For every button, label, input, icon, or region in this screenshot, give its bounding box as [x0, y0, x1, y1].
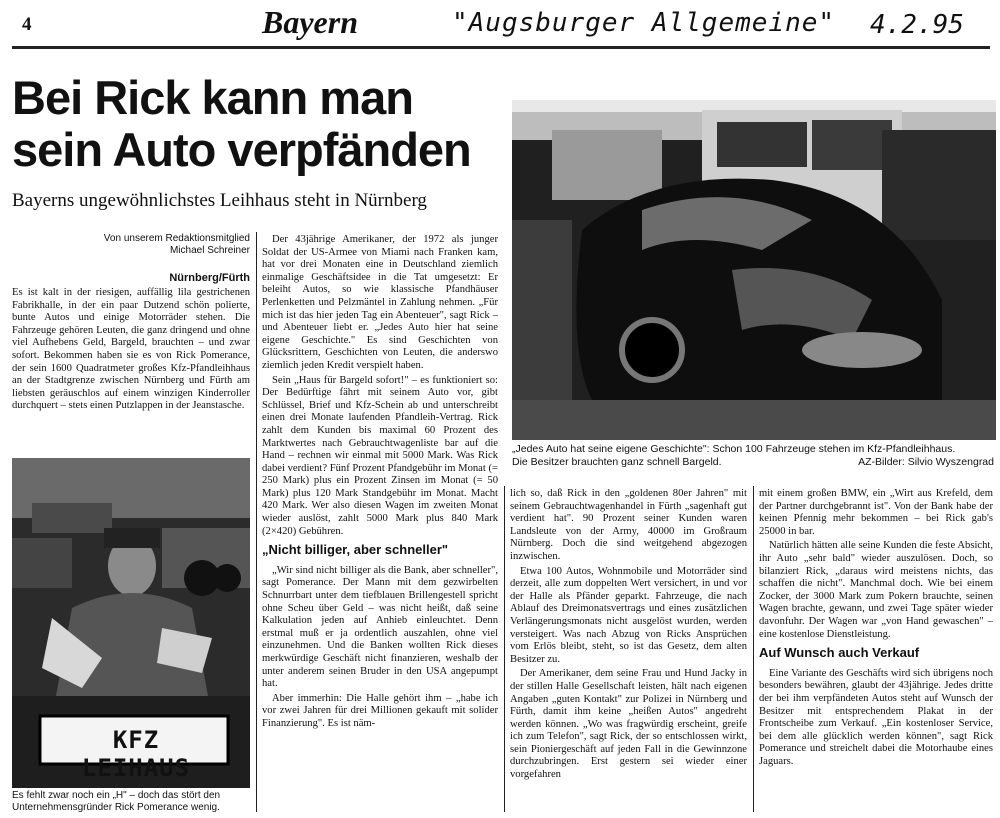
- paragraph: Der Amerikaner, dem seine Frau und Hund Jacky in der stillen Halle Gesellschaft leisten, hält nach eigenen Angaben „guten Kontakt" zur Polizei in Nürnberg und Fürth, damit ihm keine „heißen Autos" angedreht werden können. „Wo was fragwürdig erscheint, greife ich zum Telefon", sagt Rick, der so entschlossen wirkt, sein Pioniergeschäft auf jeden Fall in die Gewinnzone durchzubringen. Erst gestern sei wieder einer vorgefahren: [510, 668, 747, 781]
- handwritten-source: "Augsburger Allgemeine": [452, 8, 836, 38]
- column-divider: [256, 232, 257, 812]
- paragraph: Es ist kalt in der riesigen, auffällig lila gestrichenen Fabrikhalle, in der ein paar Dutzend schön polierte, bunte Autos und einige Motorräder stehen. Die Fahrzeuge gehören Leuten, die ganz dringend und ohne viel Aufhebens Geld, Bargeld, brauchten – und zwar sofort. Bekommen haben sie es von Rick Pomerance, der sein 1600 Quadratmeter großes Kfz-Pfandleihhaus an der Stadtgrenze zwischen Nürnberg und Fürth am liebsten geräuschlos auf einem winzigen Kinderroller durchquert – stets einen Putzlappen in der Jeanstasche.: [12, 287, 250, 412]
- paragraph: Sein „Haus für Bargeld sofort!" – es funktioniert so: Der Bedürftige fährt mit seinem Auto vor, gibt Schlüssel, Brief und Kfz-Schein ab und unterschreibt einen drei Monate laufenden Pfandleih-Vertrag. Rick zahlt dem Kunden bis maximal 60 Prozent des Marktwertes nach Gebrauchtwagenliste bar auf die Hand – rechnen wir einmal mit 5000 Mark. Was Rick dabei verdient? Fünf Prozent Pfandgebühr im Monat (= 250 Mark) plus ein Prozent Zinsen im Monat (= 50 Mark) plus 120 Mark Standgebühr im Monat. Macht 420 Mark. Wer also diesen Wagen im zweiten Monat wieder auslöst, zahlt 5000 Mark plus 840 Mark (2×420) Gebühren.: [262, 374, 498, 537]
- byline-line-1: Von unserem Redaktionsmitglied: [103, 233, 250, 244]
- column-divider: [753, 486, 754, 812]
- handwritten-date: 4.2.95: [870, 10, 964, 40]
- photo-rick-pomerance: [12, 458, 250, 788]
- subheadline: Bayerns ungewöhnlichstes Leihhaus steht in Nürnberg: [12, 190, 427, 211]
- paragraph: Etwa 100 Autos, Wohnmobile und Motorräder sind derzeit, alle zum doppelten Wert versichert, in und vor der Halle als Pfänder geparkt. Fahrzeuge, die nach Ablauf des Dreimonatsvertrags und eines zusätzlichen Verlängerungsmonats nicht ausgelöst wurden, werden versteigert. Was nach Abzug von Ricks Ansprüchen vom Erlös bleibt, steht, so ist das Gesetz, dem alten Besitzer zu.: [510, 565, 747, 665]
- paragraph: Natürlich hätten alle seine Kunden die feste Absicht, ihr Auto „sehr bald" wieder auszulösen. Doch, so bilanziert Rick, „daraus wird meistens nichts, das schaffen die nicht". Manchmal doch. Wie bei einem Zocker, der 3000 Mark zum Pokern brauchte, seinen Wagen brachte, gewann, und zwei Tage später wieder davonfuhr. Der Wagen war „von Hand gewaschen" – eine kostenlose Dienstleistung.: [759, 540, 993, 640]
- photo-illustration: [512, 100, 996, 440]
- article-column-2: [262, 234, 498, 814]
- license-plate-sign: KFZ LEIHAUS: [81, 726, 191, 782]
- paragraph: lich so, daß Rick in den „goldenen 80er Jahren" mit seinem Gebrauchtwagenhandel in Fürth „sagenhaft gut verdient hat". 90 Prozent seiner Kunden waren Landsleute von der Army, 40000 im Großraum Nürnberg. Doch die sind weitgehend abgezogen inzwischen.: [510, 488, 747, 562]
- page-number: 4: [22, 14, 32, 35]
- caption-line-2: Die Besitzer brauchten ganz schnell Bargeld.: [512, 455, 722, 468]
- subheading-auf-wunsch: Auf Wunsch auch Verkauf: [759, 645, 920, 661]
- article-column-3: [510, 488, 747, 814]
- headline-line-2: sein Auto verpfänden: [12, 123, 471, 176]
- headline-line-1: Bei Rick kann man: [12, 71, 413, 124]
- paragraph: Eine Variante des Geschäfts wird sich übrigens noch besonders bewähren, glaubt der 43jährige. Jedes dritte der bei ihm verpfändeten Autos steht auf Wunsch der Besitzer mit entsprechendem Plakat in der Frontscheibe zum Verkauf. „Ein kostenloser Service, bei dem alle glücklich werden können", sagt Rick Pomerance und streichelt dabei die Motorhaube eines Jaguars.: [759, 667, 993, 767]
- photo-left-caption: Es fehlt zwar noch ein „H" – doch das stört den Unternehmensgründer Rick Pomerance wenig.: [12, 790, 221, 813]
- photo-credit: AZ-Bilder: Silvio Wyszengrad: [858, 455, 994, 468]
- article-column-4: [759, 488, 993, 814]
- byline-author: Michael Schreiner: [169, 245, 250, 256]
- subheading-nicht-billiger: „Nicht billiger, aber schneller": [262, 542, 449, 558]
- paragraph: Aber immerhin: Die Halle gehört ihm – „habe ich vor zwei Jahren für drei Millionen gekauft mit solider Finanzierung". Es ist näm-: [262, 692, 498, 729]
- header-rule: [12, 46, 990, 49]
- paragraph: mit einem großen BMW, ein „Wirt aus Krefeld, dem der Partner durchgebrannt ist". Von der Bank habe der keinen Pfennig mehr bekommen – bei Rick gab's 25000 in bar.: [759, 488, 993, 537]
- headline: [12, 72, 512, 176]
- photo-right-caption: [512, 443, 994, 468]
- byline: [12, 233, 250, 257]
- caption-line-1: „Jedes Auto hat seine eigene Geschichte": Schon 100 Fahrzeuge stehen im Kfz-Pfandleihhaus.: [512, 443, 956, 455]
- dateline: Nürnberg/Fürth: [169, 272, 250, 284]
- article-column-1: [12, 287, 250, 445]
- section-title: Bayern: [262, 4, 358, 40]
- column-divider: [504, 486, 505, 812]
- photo-car-hall: [512, 100, 996, 440]
- caption-row: [512, 456, 994, 469]
- paragraph: Der 43jährige Amerikaner, der 1972 als junger Soldat der US-Armee von Miami nach Franken kam, hat vor drei Monaten eine in Deutschland ziemlich einmalige Geschäftsidee in die Tat umgesetzt: Er beleiht Autos, so wie klassische Pfandhäuser Perlenketten und Pelzmäntel in Zahlung nehmen. „Für mich ist das hier jeden Tag ein Abenteuer", sagt Rick – und Abenteuer liebt er. „Jedes Auto hier hat seine eigene Geschichte." Es sind Geschichten von Glücksrittern, Geschichten von Leuten, die anderswo ziemlich jeden Kredit verspielt haben.: [262, 234, 498, 371]
- paragraph: „Wir sind nicht billiger als die Bank, aber schneller", sagt Pomerance. Der Mann mit dem gezwirbelten Schnurrbart unter dem tiefblauen Brillengestell spricht ohne Scheu über Geld – was nicht heißt, daß seine Kalkulation jeden auf Anhieb einleuchtet. Denn erstmal muß er ja ordentlich auszahlen, ohne viel einzunehmen. Und die Banken wollten Rick dieses merkwürdige Geschäft nicht finanzieren, weshalb der unter anderem seinen Bruder in den USA angepumpt hat.: [262, 564, 498, 690]
